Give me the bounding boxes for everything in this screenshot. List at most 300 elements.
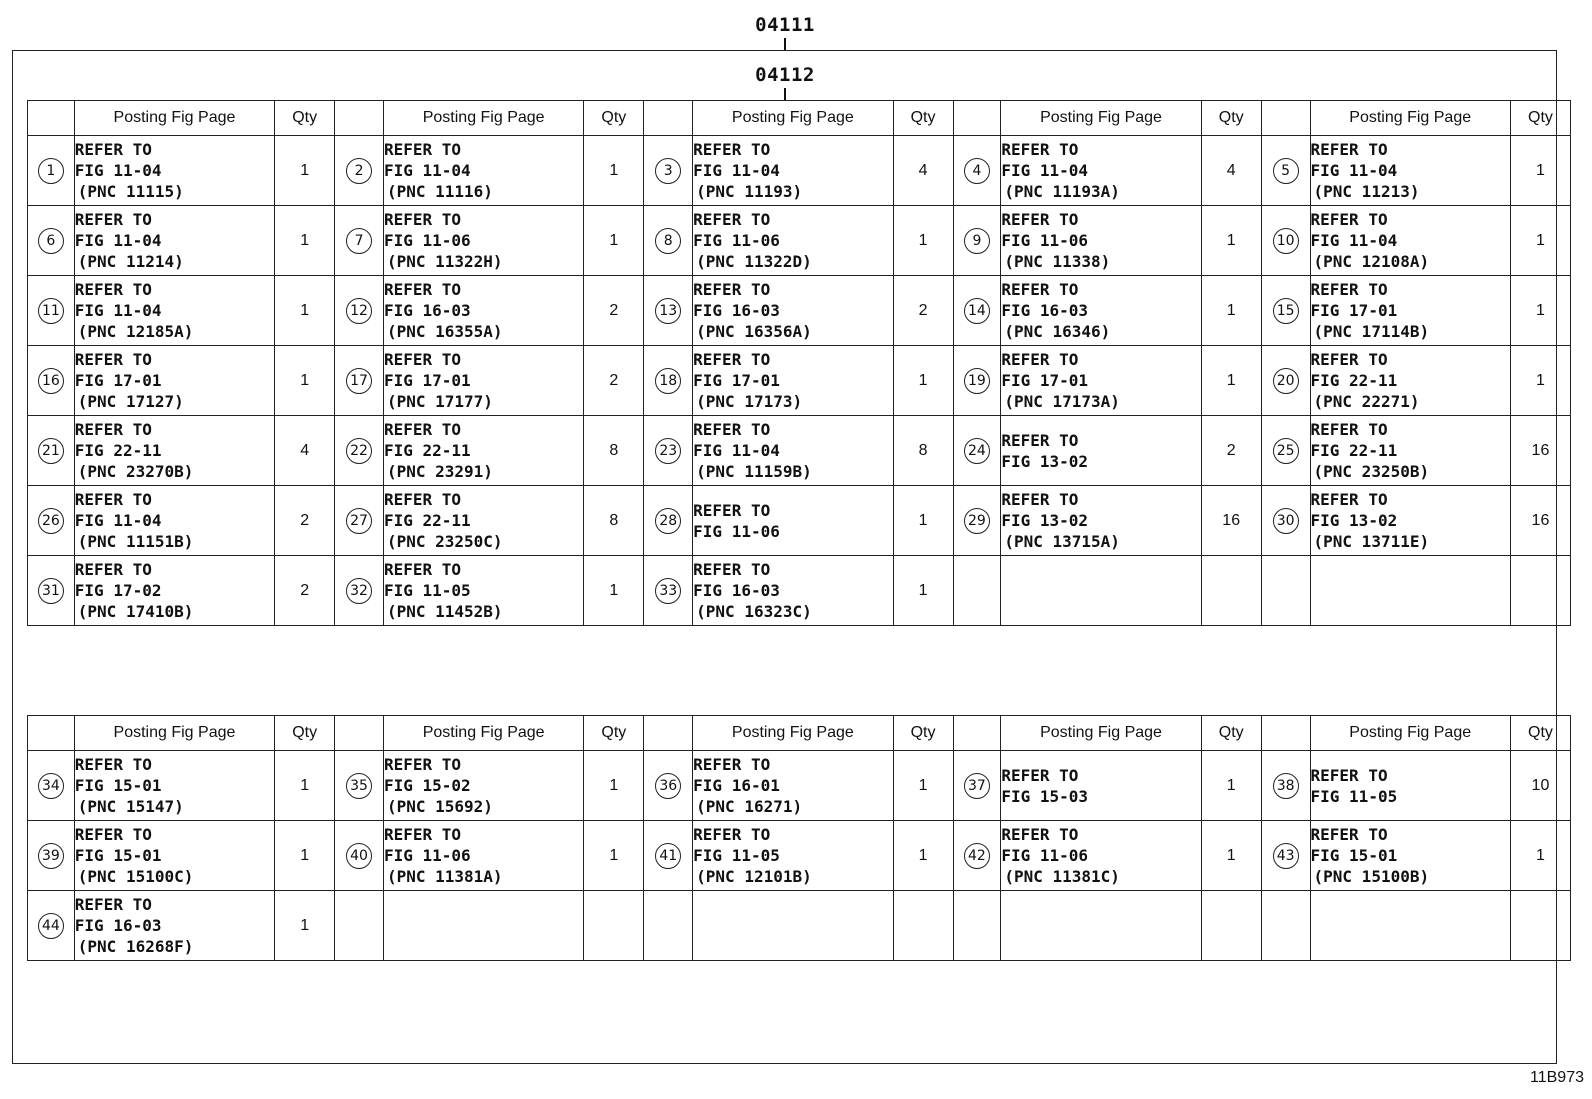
item-number-cell (28, 751, 75, 821)
header-blank-cell (1261, 716, 1310, 751)
pnc-reference: (PNC 16271) (696, 797, 803, 816)
item-number-cell (28, 206, 75, 276)
refer-to-text: REFER TO (383, 350, 462, 369)
refer-to-text: REFER TO (383, 140, 462, 159)
refer-to-text: REFER TO (693, 500, 771, 520)
header-qty: Qty (275, 716, 335, 751)
fig-reference: FIG 22-11 (1310, 441, 1398, 460)
qty-cell: 1 (1510, 346, 1570, 416)
header-qty: Qty (584, 101, 644, 136)
item-number-badge: 13 (655, 298, 681, 324)
fig-reference: FIG 11-04 (693, 161, 780, 180)
refer-to-text: REFER TO (383, 490, 462, 509)
pnc-reference: (PNC 17114B) (1313, 322, 1430, 341)
refer-to-text: REFER TO (74, 140, 152, 159)
qty-cell: 1 (584, 821, 644, 891)
header-blank-cell (1261, 101, 1310, 136)
table-row (28, 751, 1571, 821)
header-blank-cell (953, 716, 1001, 751)
item-number-badge: 3 (655, 158, 681, 184)
fig-reference: FIG 15-01 (74, 846, 162, 865)
fig-reference: FIG 17-01 (1310, 301, 1398, 320)
reference-cell (1310, 486, 1510, 556)
pnc-reference: (PNC 11452B) (386, 602, 503, 621)
item-number-badge: 17 (346, 368, 372, 394)
header-row (28, 716, 1571, 751)
item-number-badge: 30 (1273, 508, 1299, 534)
qty-cell: 16 (1510, 486, 1570, 556)
refer-to-text: REFER TO (74, 490, 152, 509)
header-row (28, 101, 1571, 136)
item-number-cell (28, 136, 75, 206)
refer-to-text: REFER TO (1310, 490, 1388, 509)
pnc-reference: (PNC 11159B) (696, 462, 812, 481)
refer-to-text: REFER TO (693, 560, 771, 579)
item-number-cell (953, 276, 1001, 346)
header-posting: Posting Fig Page (383, 716, 583, 751)
item-number-badge: 42 (964, 843, 990, 869)
item-number-cell (335, 346, 384, 416)
header-blank-cell (335, 716, 384, 751)
refer-to-text: REFER TO (1310, 350, 1388, 369)
fig-reference: FIG 22-11 (74, 441, 162, 460)
reference-cell (1001, 416, 1201, 486)
fig-reference: FIG 16-03 (693, 301, 780, 320)
item-number-badge: 15 (1273, 298, 1299, 324)
pnc-reference: (PNC 11116) (386, 182, 493, 201)
header-qty: Qty (1510, 716, 1570, 751)
fig-reference: FIG 17-01 (74, 371, 162, 390)
reference-cell (693, 891, 893, 961)
item-number-badge: 14 (964, 298, 990, 324)
pnc-reference: (PNC 23270B) (77, 462, 194, 481)
table-row (28, 276, 1571, 346)
item-number-cell (28, 416, 75, 486)
reference-cell (383, 556, 583, 626)
reference-cell (1310, 751, 1510, 821)
reference-cell (1001, 891, 1201, 961)
fig-reference: FIG 16-03 (383, 301, 471, 320)
reference-cell (1001, 136, 1201, 206)
header-qty: Qty (1510, 101, 1570, 136)
qty-cell: 1 (584, 136, 644, 206)
reference-cell (1310, 206, 1510, 276)
fig-reference: FIG 16-03 (74, 916, 162, 935)
fig-reference: FIG 11-06 (693, 231, 780, 250)
item-number-cell (1261, 486, 1310, 556)
fig-reference: FIG 16-03 (693, 581, 780, 600)
reference-cell (383, 751, 583, 821)
pnc-reference: (PNC 12108A) (1313, 252, 1430, 271)
item-number-cell (335, 276, 384, 346)
qty-cell: 1 (584, 206, 644, 276)
fig-reference: FIG 11-06 (383, 231, 471, 250)
refer-to-text: REFER TO (1310, 825, 1388, 844)
fig-reference: FIG 22-11 (383, 441, 471, 460)
header-qty: Qty (893, 101, 953, 136)
reference-cell (693, 346, 893, 416)
table-row (28, 486, 1571, 556)
item-number-badge: 21 (38, 438, 64, 464)
pnc-reference: (PNC 11322D) (696, 252, 812, 271)
fig-reference: FIG 17-01 (1001, 371, 1089, 390)
item-number-badge: 16 (38, 368, 64, 394)
header-qty: Qty (1201, 716, 1261, 751)
header-posting: Posting Fig Page (693, 101, 893, 136)
qty-cell: 1 (584, 556, 644, 626)
header-posting: Posting Fig Page (383, 101, 583, 136)
qty-cell (584, 891, 644, 961)
qty-cell: 1 (1201, 276, 1261, 346)
pnc-reference: (PNC 17173) (696, 392, 803, 411)
header-posting: Posting Fig Page (693, 716, 893, 751)
refer-to-text: REFER TO (693, 350, 771, 369)
reference-cell (693, 416, 893, 486)
top-code-leader (784, 38, 786, 50)
reference-cell (693, 751, 893, 821)
refer-to-text: REFER TO (1001, 825, 1079, 844)
pnc-reference: (PNC 12185A) (77, 322, 194, 341)
item-number-badge: 11 (38, 298, 64, 324)
fig-reference: FIG 11-04 (74, 301, 162, 320)
reference-cell (383, 276, 583, 346)
qty-cell: 1 (275, 821, 335, 891)
qty-cell: 1 (893, 486, 953, 556)
reference-cell (383, 821, 583, 891)
item-number-cell (644, 416, 693, 486)
header-blank-cell (335, 101, 384, 136)
fig-reference: FIG 17-01 (383, 371, 471, 390)
item-number-cell (644, 821, 693, 891)
refer-to-text: REFER TO (1310, 765, 1388, 785)
table-row (28, 556, 1571, 626)
header-posting: Posting Fig Page (1001, 101, 1201, 136)
item-number-cell (953, 346, 1001, 416)
table-row (28, 206, 1571, 276)
qty-cell: 1 (584, 751, 644, 821)
inner-code-leader (784, 88, 786, 100)
item-number-badge: 39 (38, 843, 64, 869)
qty-cell: 8 (584, 486, 644, 556)
item-number-badge: 1 (38, 158, 64, 184)
item-number-badge: 34 (38, 773, 64, 799)
item-number-badge: 26 (38, 508, 64, 534)
pnc-reference: (PNC 15100C) (77, 867, 194, 886)
item-number-badge: 8 (655, 228, 681, 254)
item-number-badge: 25 (1273, 438, 1299, 464)
header-qty: Qty (275, 101, 335, 136)
qty-cell: 2 (584, 346, 644, 416)
reference-cell (693, 486, 893, 556)
pnc-reference: (PNC 13711E) (1313, 532, 1430, 551)
fig-reference: FIG 11-05 (1310, 786, 1398, 806)
item-number-badge: 29 (964, 508, 990, 534)
fig-reference: FIG 15-02 (383, 776, 471, 795)
reference-cell (693, 276, 893, 346)
reference-cell (383, 136, 583, 206)
refer-to-text: REFER TO (1310, 140, 1388, 159)
item-number-badge: 7 (346, 228, 372, 254)
refer-to-text: REFER TO (74, 560, 152, 579)
fig-reference: FIG 15-03 (1001, 786, 1089, 806)
item-number-cell (644, 346, 693, 416)
fig-reference: FIG 17-02 (74, 581, 162, 600)
item-number-cell (1261, 891, 1310, 961)
item-number-cell (1261, 821, 1310, 891)
reference-cell (74, 556, 274, 626)
item-number-cell (28, 486, 75, 556)
item-number-badge: 32 (346, 578, 372, 604)
pnc-reference: (PNC 16346) (1004, 322, 1111, 341)
fig-reference: FIG 11-04 (383, 161, 471, 180)
item-number-badge: 20 (1273, 368, 1299, 394)
pnc-reference: (PNC 11214) (77, 252, 184, 271)
item-number-cell (644, 206, 693, 276)
item-number-cell (28, 821, 75, 891)
reference-cell (693, 556, 893, 626)
qty-cell: 16 (1510, 416, 1570, 486)
refer-to-text: REFER TO (693, 210, 771, 229)
qty-cell: 2 (584, 276, 644, 346)
reference-cell (1001, 751, 1201, 821)
refer-to-text: REFER TO (1001, 140, 1079, 159)
qty-cell: 4 (275, 416, 335, 486)
item-number-badge: 18 (655, 368, 681, 394)
item-number-cell (1261, 556, 1310, 626)
fig-reference: FIG 11-05 (383, 581, 471, 600)
item-number-cell (1261, 206, 1310, 276)
refer-to-text: REFER TO (693, 825, 771, 844)
reference-cell (74, 486, 274, 556)
fig-reference: FIG 11-05 (693, 846, 780, 865)
header-blank-cell (644, 101, 693, 136)
item-number-cell (1261, 751, 1310, 821)
item-number-badge: 9 (964, 228, 990, 254)
reference-table-2 (27, 715, 1571, 961)
refer-to-text: REFER TO (1310, 280, 1388, 299)
item-number-badge: 28 (655, 508, 681, 534)
header-blank-cell (28, 716, 75, 751)
pnc-reference: (PNC 11381A) (386, 867, 503, 886)
item-number-cell (28, 556, 75, 626)
fig-reference: FIG 11-04 (74, 161, 162, 180)
refer-to-text: REFER TO (74, 350, 152, 369)
refer-to-text: REFER TO (74, 895, 152, 914)
reference-cell (1001, 276, 1201, 346)
fig-reference: FIG 13-02 (1310, 511, 1398, 530)
fig-reference: FIG 11-04 (1001, 161, 1089, 180)
item-number-cell (644, 486, 693, 556)
item-number-badge: 41 (655, 843, 681, 869)
reference-cell (1310, 821, 1510, 891)
item-number-badge: 38 (1273, 773, 1299, 799)
refer-to-text: REFER TO (693, 755, 771, 774)
qty-cell: 1 (1201, 346, 1261, 416)
item-number-badge: 37 (964, 773, 990, 799)
pnc-reference: (PNC 17173A) (1004, 392, 1120, 411)
item-number-cell (953, 206, 1001, 276)
pnc-reference: (PNC 11381C) (1004, 867, 1120, 886)
pnc-reference: (PNC 15100B) (1313, 867, 1430, 886)
header-blank-cell (953, 101, 1001, 136)
qty-cell: 1 (275, 751, 335, 821)
inner-part-code: 04112 (755, 64, 815, 86)
qty-cell: 2 (1201, 416, 1261, 486)
item-number-cell (335, 556, 384, 626)
pnc-reference: (PNC 16355A) (386, 322, 503, 341)
item-number-cell (953, 891, 1001, 961)
item-number-cell (953, 556, 1001, 626)
item-number-cell (335, 821, 384, 891)
pnc-reference: (PNC 17177) (386, 392, 493, 411)
refer-to-text: REFER TO (1310, 210, 1388, 229)
header-posting: Posting Fig Page (1001, 716, 1201, 751)
qty-cell (1201, 556, 1261, 626)
fig-reference: FIG 11-06 (1001, 231, 1089, 250)
reference-cell (1310, 416, 1510, 486)
qty-cell: 4 (893, 136, 953, 206)
qty-cell (893, 891, 953, 961)
refer-to-text: REFER TO (693, 140, 771, 159)
item-number-cell (335, 891, 384, 961)
qty-cell: 1 (275, 206, 335, 276)
refer-to-text: REFER TO (383, 560, 462, 579)
qty-cell: 1 (275, 136, 335, 206)
qty-cell: 1 (275, 346, 335, 416)
refer-to-text: REFER TO (74, 420, 152, 439)
reference-cell (383, 346, 583, 416)
table-row (28, 136, 1571, 206)
fig-reference: FIG 16-01 (693, 776, 780, 795)
reference-cell (1310, 276, 1510, 346)
reference-cell (383, 416, 583, 486)
header-qty: Qty (584, 716, 644, 751)
pnc-reference: (PNC 15692) (386, 797, 493, 816)
refer-to-text: REFER TO (383, 280, 462, 299)
header-blank-cell (28, 101, 75, 136)
refer-to-text: REFER TO (1001, 210, 1079, 229)
refer-to-text: REFER TO (74, 755, 152, 774)
pnc-reference: (PNC 11338) (1004, 252, 1111, 271)
qty-cell: 1 (275, 276, 335, 346)
reference-cell (1310, 891, 1510, 961)
refer-to-text: REFER TO (1310, 420, 1388, 439)
item-number-badge: 19 (964, 368, 990, 394)
item-number-cell (1261, 416, 1310, 486)
refer-to-text: REFER TO (74, 280, 152, 299)
reference-cell (1001, 206, 1201, 276)
table-row (28, 891, 1571, 961)
pnc-reference: (PNC 11213) (1313, 182, 1420, 201)
item-number-badge: 40 (346, 843, 372, 869)
qty-cell: 1 (893, 346, 953, 416)
fig-reference: FIG 13-02 (1001, 451, 1089, 471)
qty-cell: 1 (1201, 821, 1261, 891)
reference-cell (74, 751, 274, 821)
fig-reference: FIG 11-04 (74, 511, 162, 530)
pnc-reference: (PNC 23250C) (386, 532, 503, 551)
pnc-reference: (PNC 11151B) (77, 532, 194, 551)
item-number-cell (335, 486, 384, 556)
fig-reference: FIG 11-04 (74, 231, 162, 250)
item-number-badge: 31 (38, 578, 64, 604)
qty-cell (1510, 556, 1570, 626)
reference-cell (693, 206, 893, 276)
item-number-cell (28, 346, 75, 416)
qty-cell: 2 (275, 556, 335, 626)
refer-to-text: REFER TO (383, 210, 462, 229)
item-number-cell (28, 891, 75, 961)
refer-to-text: REFER TO (1001, 350, 1079, 369)
header-posting: Posting Fig Page (74, 716, 274, 751)
item-number-badge: 27 (346, 508, 372, 534)
item-number-cell (335, 416, 384, 486)
item-number-cell (644, 276, 693, 346)
reference-cell (74, 136, 274, 206)
qty-cell (1201, 891, 1261, 961)
item-number-badge: 5 (1273, 158, 1299, 184)
item-number-cell (953, 751, 1001, 821)
refer-to-text: REFER TO (74, 210, 152, 229)
item-number-badge: 4 (964, 158, 990, 184)
item-number-cell (1261, 346, 1310, 416)
reference-cell (74, 891, 274, 961)
reference-cell (74, 346, 274, 416)
item-number-badge: 10 (1273, 228, 1299, 254)
table-row (28, 416, 1571, 486)
refer-to-text: REFER TO (74, 825, 152, 844)
item-number-badge: 35 (346, 773, 372, 799)
item-number-cell (953, 136, 1001, 206)
item-number-cell (644, 891, 693, 961)
header-posting: Posting Fig Page (74, 101, 274, 136)
reference-cell (383, 486, 583, 556)
pnc-reference: (PNC 15147) (77, 797, 184, 816)
qty-cell: 1 (1510, 821, 1570, 891)
item-number-badge: 44 (38, 913, 64, 939)
item-number-cell (335, 751, 384, 821)
item-number-badge: 33 (655, 578, 681, 604)
qty-cell: 4 (1201, 136, 1261, 206)
reference-cell (74, 276, 274, 346)
refer-to-text: REFER TO (693, 280, 771, 299)
item-number-cell (953, 486, 1001, 556)
pnc-reference: (PNC 11193A) (1004, 182, 1120, 201)
fig-reference: FIG 11-06 (383, 846, 471, 865)
pnc-reference: (PNC 17410B) (77, 602, 194, 621)
refer-to-text: REFER TO (383, 825, 462, 844)
fig-reference: FIG 11-04 (1310, 231, 1398, 250)
pnc-reference: (PNC 16268F) (77, 937, 194, 956)
pnc-reference: (PNC 17127) (77, 392, 184, 411)
qty-cell: 1 (1201, 206, 1261, 276)
item-number-cell (644, 136, 693, 206)
reference-cell (1001, 821, 1201, 891)
pnc-reference: (PNC 11115) (77, 182, 184, 201)
header-qty: Qty (893, 716, 953, 751)
pnc-reference: (PNC 12101B) (696, 867, 812, 886)
item-number-cell (953, 821, 1001, 891)
qty-cell: 1 (1510, 276, 1570, 346)
reference-cell (1310, 136, 1510, 206)
fig-reference: FIG 22-11 (1310, 371, 1398, 390)
reference-cell (383, 206, 583, 276)
item-number-cell (644, 751, 693, 821)
qty-cell: 2 (893, 276, 953, 346)
qty-cell: 1 (275, 891, 335, 961)
pnc-reference: (PNC 16323C) (696, 602, 812, 621)
reference-cell (1001, 486, 1201, 556)
